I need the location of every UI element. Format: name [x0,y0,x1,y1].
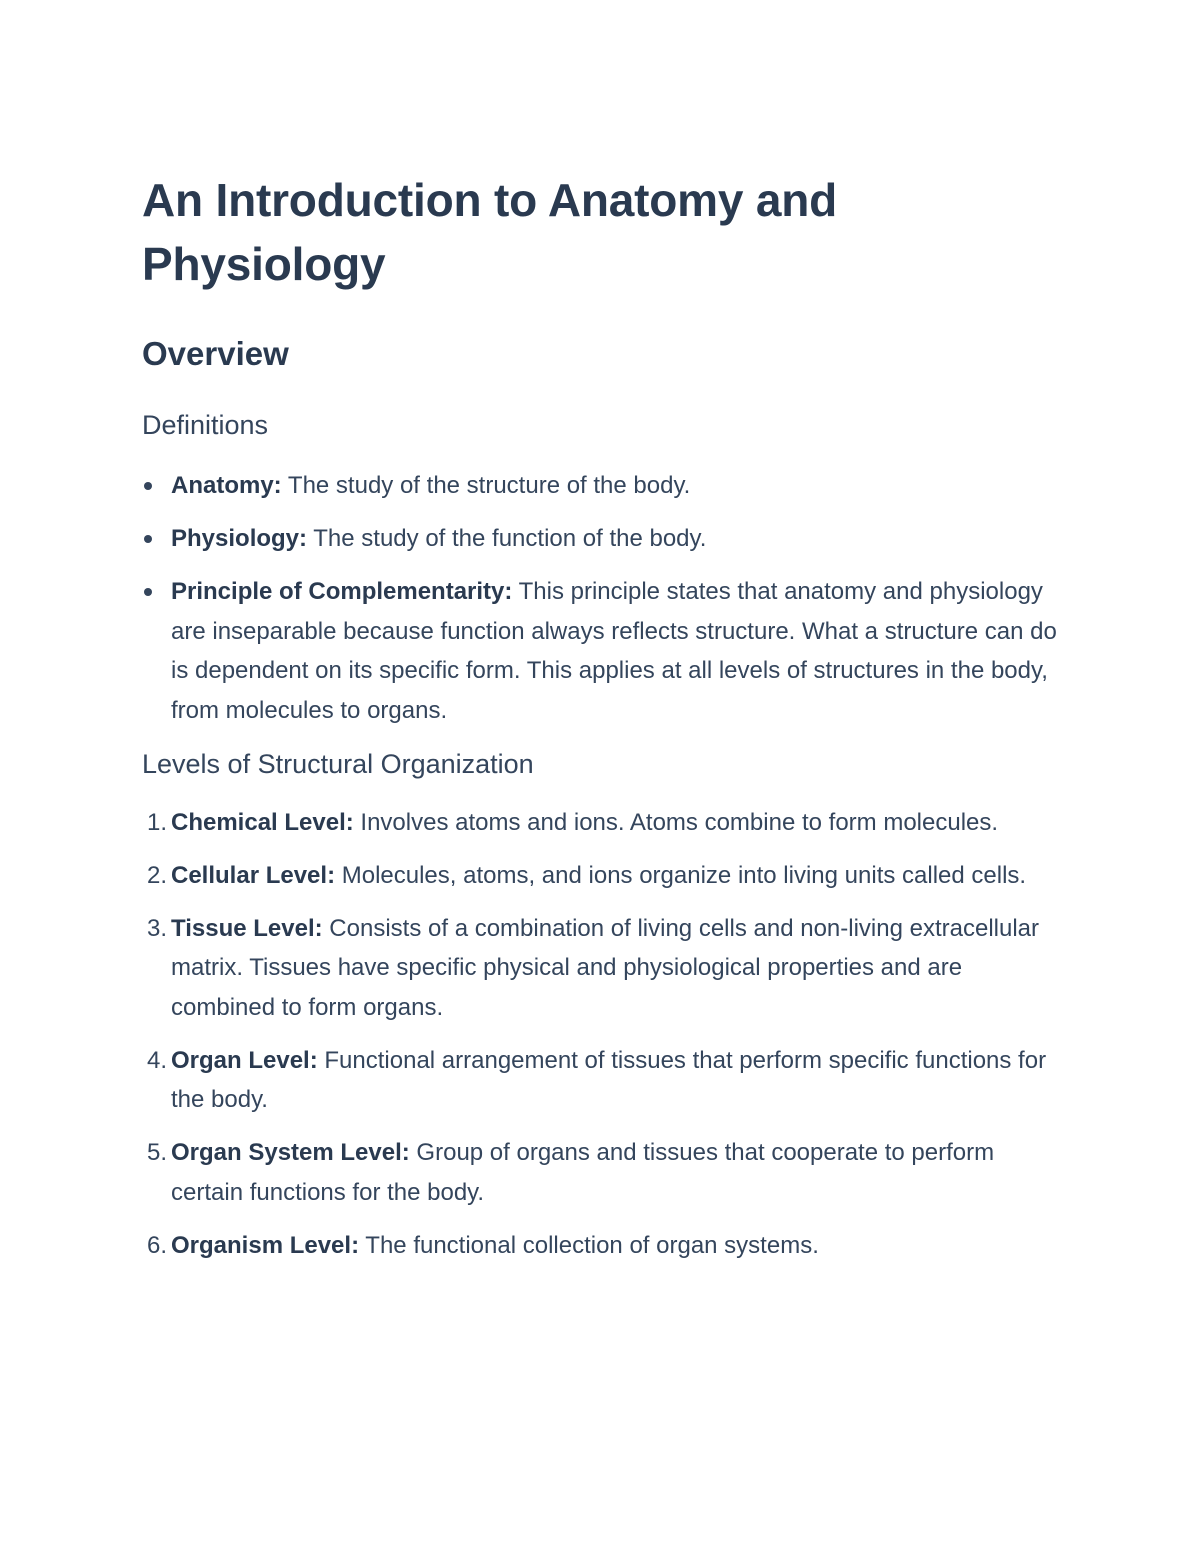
definition-item-anatomy [142,466,1062,506]
level-text: Group of organs and tissues that cooperate to perform certain functions for the body. [171,1139,995,1206]
definition-text: This principle states that anatomy and physiology are inseparable because function always reflects structure. What a structure can do is dependent on its specific form. This applies at all levels of structures in the body, from molecules to organs. [171,578,1057,724]
level-term: Organ Level: [171,1046,318,1074]
level-term: Chemical Level: [171,808,354,836]
definition-term: Anatomy: [171,472,282,499]
bullet-icon [144,535,152,543]
definition-text: The study of the structure of the body. [281,472,691,499]
bullet-icon [144,482,152,490]
bullet-icon [144,588,152,596]
level-item-organ [142,1041,1062,1120]
level-term: Cellular Level: [171,861,336,889]
level-term: Tissue Level: [171,914,323,942]
list-number: 4. [146,1046,167,1074]
level-text: Consists of a combination of living cells and non-living extracellular matrix. Tissues have specific physical and physiological properties and are combined to form organs. [171,914,1039,1021]
definition-text: The study of the function of the body. [307,525,707,552]
level-item-chemical [142,803,1062,843]
level-item-organ-system [142,1133,1062,1212]
level-text: Functional arrangement of tissues that perform specific functions for the body. [171,1046,1047,1113]
list-number: 1. [146,808,167,836]
level-item-cellular [142,856,1062,896]
level-term: Organism Level: [171,1231,360,1259]
definitions-heading: Definitions [142,410,269,440]
levels-list [142,803,1062,1266]
list-number: 6. [146,1231,167,1259]
level-text: Molecules, atoms, and ions organize into living units called cells. [335,861,1027,889]
levels-heading: Levels of Structural Organization [142,748,534,779]
level-text: The functional collection of organ systems. [359,1231,819,1259]
definition-term: Physiology: [171,525,308,552]
document-title: An Introduction to Anatomy and Physiology [142,174,838,290]
list-number: 3. [146,914,167,942]
definitions-list [142,466,1062,730]
level-item-organism [142,1226,1062,1266]
definition-item-complementarity [142,572,1062,730]
level-text: Involves atoms and ions. Atoms combine to form molecules. [353,808,999,836]
level-item-tissue [142,909,1062,1028]
definition-term: Principle of Complementarity: [171,578,513,605]
list-number: 5. [146,1139,167,1166]
level-term: Organ System Level: [171,1139,410,1166]
overview-heading: Overview [142,335,289,372]
document-page [142,168,1062,1279]
definition-item-physiology [142,519,1062,559]
list-number: 2. [146,861,167,889]
